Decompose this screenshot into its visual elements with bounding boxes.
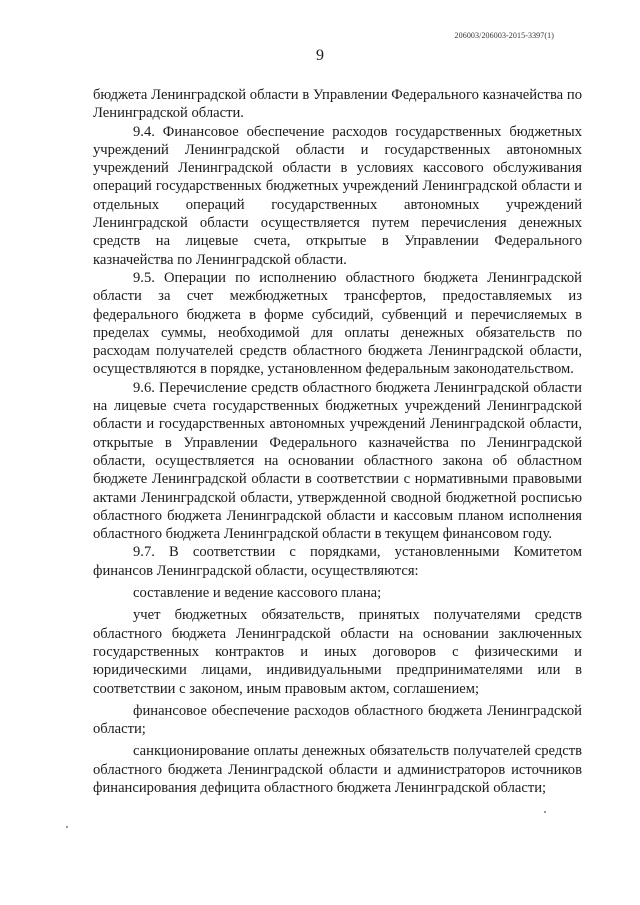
scan-speck: [544, 811, 546, 813]
paragraph: 9.6. Перечисление средств областного бюджета Ленинградской области на лицевые счета государственных бюджетных учреждений Ленинградской области и государственных автономных учреждений Ленинградской области, открытые в Управлении Федерального казначейства по Ленинградской области, осуществляется на основании областного закона об областном бюджете Ленинградской области в соответствии с нормативными правовыми актами Ленинградской области, утвержденной сводной бюджетной росписью областного бюджета Ленинградской области и кассовым планом исполнения областного бюджета Ленинградской области в текущем финансовом году.: [93, 379, 582, 543]
page-number: 9: [316, 47, 324, 64]
paragraph: 9.5. Операции по исполнению областного бюджета Ленинградской области за счет межбюджетных трансфертов, предоставляемых из федерального бюджета в форме субсидий, субвенций и перечисляемых в пределах суммы, необходимой для оплаты денежных обязательств по расходам получателей средств областного бюджета Ленинградской области, осуществляются в порядке, установленном федеральным законодательством.: [93, 269, 582, 378]
scan-speck: [66, 826, 68, 828]
paragraph: составление и ведение кассового плана;: [133, 585, 382, 602]
document-body: [93, 86, 582, 797]
paragraph: бюджета Ленинградской области в Управлении Федерального казначейства по Ленинградской области.: [93, 87, 582, 122]
document-id: 206003/206003-2015-3397(1): [454, 31, 554, 40]
paragraph: финансовое обеспечение расходов областного бюджета Ленинградской области;: [93, 702, 582, 738]
paragraph: 9.7. В соответствии с порядками, установленными Комитетом финансов Ленинградской области, осуществляются:: [93, 544, 582, 579]
paragraph: санкционирование оплаты денежных обязательств получателей средств областного бюджета Ленинградской области и администраторов источников финансирования дефицита областного бюджета Ленинградской области;: [93, 743, 582, 796]
paragraph: 9.4. Финансовое обеспечение расходов государственных бюджетных учреждений Ленинградской области и государственных автономных учреждений Ленинградской области в условиях кассового обслуживания операций государственных бюджетных учреждений Ленинградской области и отдельных операций государственных автономных учреждений Ленинградской области осуществляется путем перечисления денежных средств на лицевые счета, открытые в Управлении Федерального казначейства по Ленинградской области.: [93, 123, 582, 268]
paragraph: учет бюджетных обязательств, принятых получателями средств областного бюджета Ленинградской области на основании заключенных государственных контрактов и иных договоров с физическими и юридическими лицами, индивидуальными предпринимателями или в соответствии с законом, иным правовым актом, соглашением;: [93, 607, 582, 697]
